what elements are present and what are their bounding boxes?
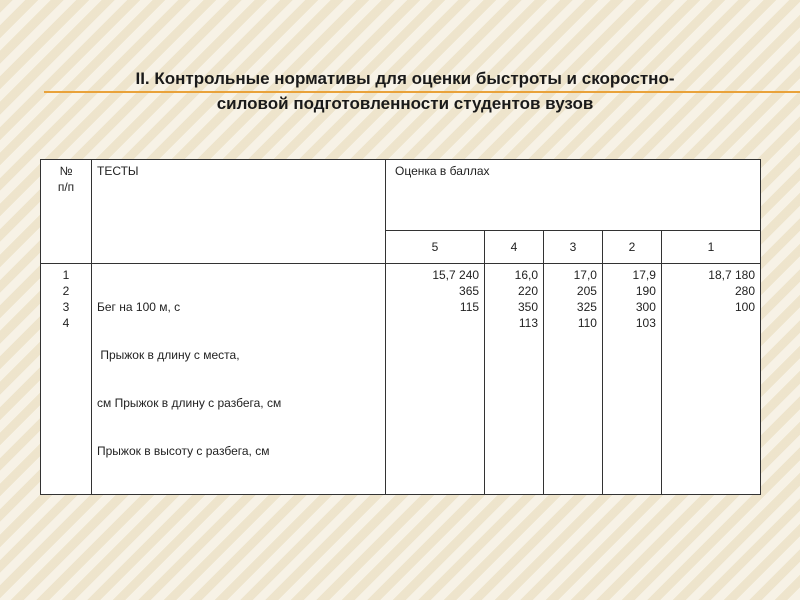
value: 115 xyxy=(459,300,480,314)
value: 280 xyxy=(734,284,755,298)
score-header-5: 5 xyxy=(386,231,485,264)
value: 205 xyxy=(576,284,597,298)
score-header-4: 4 xyxy=(485,231,544,264)
slide-title-line-1: II. Контрольные нормативы для оценки быстроты и скоростно- xyxy=(135,69,675,88)
score-1-values xyxy=(661,264,760,495)
score-2-values xyxy=(602,264,661,495)
value: 110 xyxy=(577,316,597,330)
table-header-row xyxy=(41,160,761,231)
value: 300 xyxy=(635,300,656,314)
value: 17,0 xyxy=(573,268,597,282)
row-number: 2 xyxy=(62,284,70,298)
title-divider xyxy=(44,91,800,93)
score-header-1: 1 xyxy=(661,231,760,264)
value: 350 xyxy=(517,300,538,314)
header-scores-cell: Оценка в баллах xyxy=(386,160,761,231)
tests-cell xyxy=(92,264,386,495)
value: 17,9 xyxy=(632,268,656,282)
header-number-line-2: п/п xyxy=(57,180,75,194)
table-row xyxy=(41,264,761,495)
row-numbers-cell xyxy=(41,264,92,495)
value: 325 xyxy=(576,300,597,314)
header-number-cell xyxy=(41,160,92,264)
row-number: 3 xyxy=(62,300,70,314)
value: 220 xyxy=(517,284,538,298)
test-name: Прыжок в длину с места, xyxy=(97,348,240,362)
test-name: Прыжок в высоту с разбега, см xyxy=(97,444,270,458)
header-tests-cell: ТЕСТЫ xyxy=(92,160,386,264)
score-5-values xyxy=(386,264,485,495)
value: 15,7 240 xyxy=(432,268,480,282)
value: 103 xyxy=(635,316,656,330)
value: 16,0 xyxy=(514,268,538,282)
header-number-line-1: № xyxy=(59,164,73,178)
value: 190 xyxy=(635,284,656,298)
score-header-3: 3 xyxy=(544,231,603,264)
value: 18,7 180 xyxy=(708,268,755,282)
row-number: 4 xyxy=(62,316,70,330)
test-name: см Прыжок в длину с разбега, см xyxy=(97,396,282,410)
slide-title-line-2: силовой подготовленности студентов вузов xyxy=(216,94,594,113)
score-header-2: 2 xyxy=(602,231,661,264)
test-name: Бег на 100 м, с xyxy=(97,300,181,314)
standards-table xyxy=(40,159,761,495)
row-number: 1 xyxy=(62,268,70,282)
value: 113 xyxy=(518,316,538,330)
score-4-values xyxy=(485,264,544,495)
value: 365 xyxy=(459,284,480,298)
value: 100 xyxy=(734,300,755,314)
score-3-values xyxy=(544,264,603,495)
